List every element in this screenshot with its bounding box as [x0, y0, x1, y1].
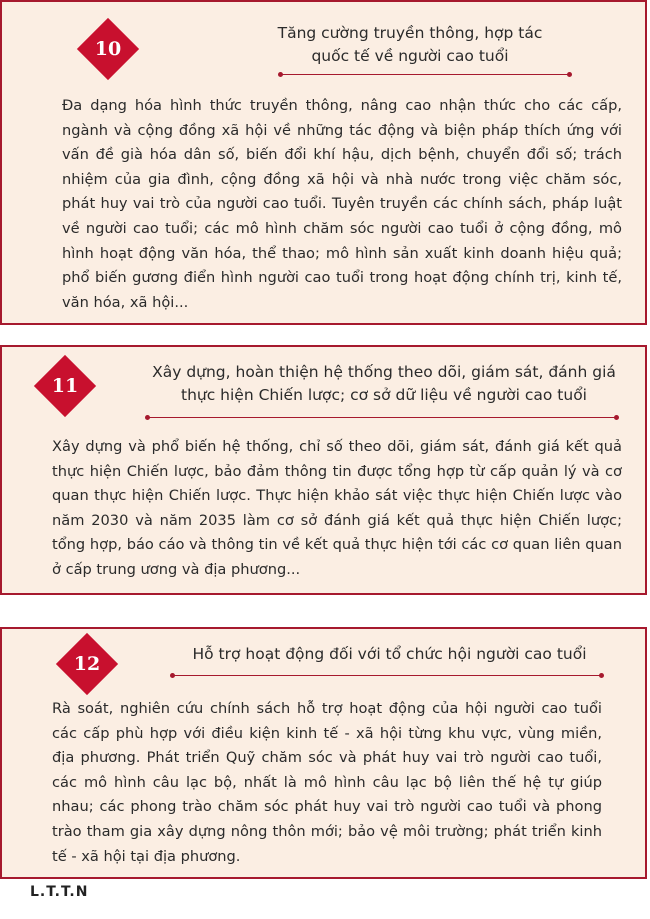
section-number: 11: [51, 375, 79, 397]
section-title: Xây dựng, hoàn thiện hệ thống theo dõi, giám sát, đánh giá thực hiện Chiến lược; cơ sở dữ liệu về người cao tuổi: [152, 363, 616, 404]
section-title: Hỗ trợ hoạt động đối với tổ chức hội người cao tuổi: [192, 645, 587, 663]
section-body: Xây dựng và phổ biến hệ thống, chỉ số theo dõi, giám sát, đánh giá kết quả thực hiện Chiến lược, bảo đảm thông tin được tổng hợp từ cấp quản lý và cơ quan thực hiện Chiến lược. Thực hiện khảo sát việc thực hiện Chiến lược vào năm 2030 và năm 2035 làm cơ sở đánh giá kết quả thực hiện Chiến lược; tổng hợp, báo cáo và thông tin về kết quả thực hiện tới các cơ quan liên quan ở cấp trung ương và địa phương...: [52, 438, 622, 578]
section-body: Rà soát, nghiên cứu chính sách hỗ trợ hoạt động của hội người cao tuổi các cấp phù hợp với điều kiện kinh tế - xã hội từng khu vực, vùng miền, địa phương. Phát triển Quỹ chăm sóc và phát huy vai trò người cao tuổi, các mô hình câu lạc bộ, nhất là mô hình câu lạc bộ liên thế hệ tự giúp nhau; các phong trào chăm sóc phát huy vai trò người cao tuổi và phong trào tham gia xây dựng nông thôn mới; bảo vệ môi trường; phát triển kinh tế - xã hội tại địa phương.: [52, 700, 602, 865]
section-card-11: [0, 345, 647, 595]
section-number: 10: [94, 38, 122, 60]
title-divider: [280, 74, 570, 75]
section-body: Đa dạng hóa hình thức truyền thông, nâng cao nhận thức cho các cấp, ngành và cộng đồng xã hội về những tác động và biện pháp thích ứng với vấn đề già hóa dân số, biến đổi khí hậu, dịch bệnh, chuyển đổi số; trách nhiệm của gia đình, cộng đồng xã hội và nhà nước trong việc chăm sóc, phát huy vai trò của người cao tuổi. Tuyên truyền các chính sách, pháp luật về người cao tuổi; các mô hình chăm sóc người cao tuổi ở cộng đồng, mô hình hoạt động văn hóa, thể thao; mô hình sản xuất kinh doanh hiệu quả; phổ biến gương điển hình người cao tuổi trong hoạt động chính trị, kinh tế, văn hóa, xã hội...: [62, 97, 622, 311]
section-title: Tăng cường truyền thông, hợp tác quốc tế về người cao tuổi: [277, 24, 543, 65]
title-divider: [172, 675, 602, 676]
author-credit: L.T.T.N: [30, 884, 89, 900]
section-card-12: [0, 627, 647, 879]
section-card-10: [0, 0, 647, 325]
title-divider: [147, 417, 617, 418]
section-number: 12: [73, 653, 101, 675]
